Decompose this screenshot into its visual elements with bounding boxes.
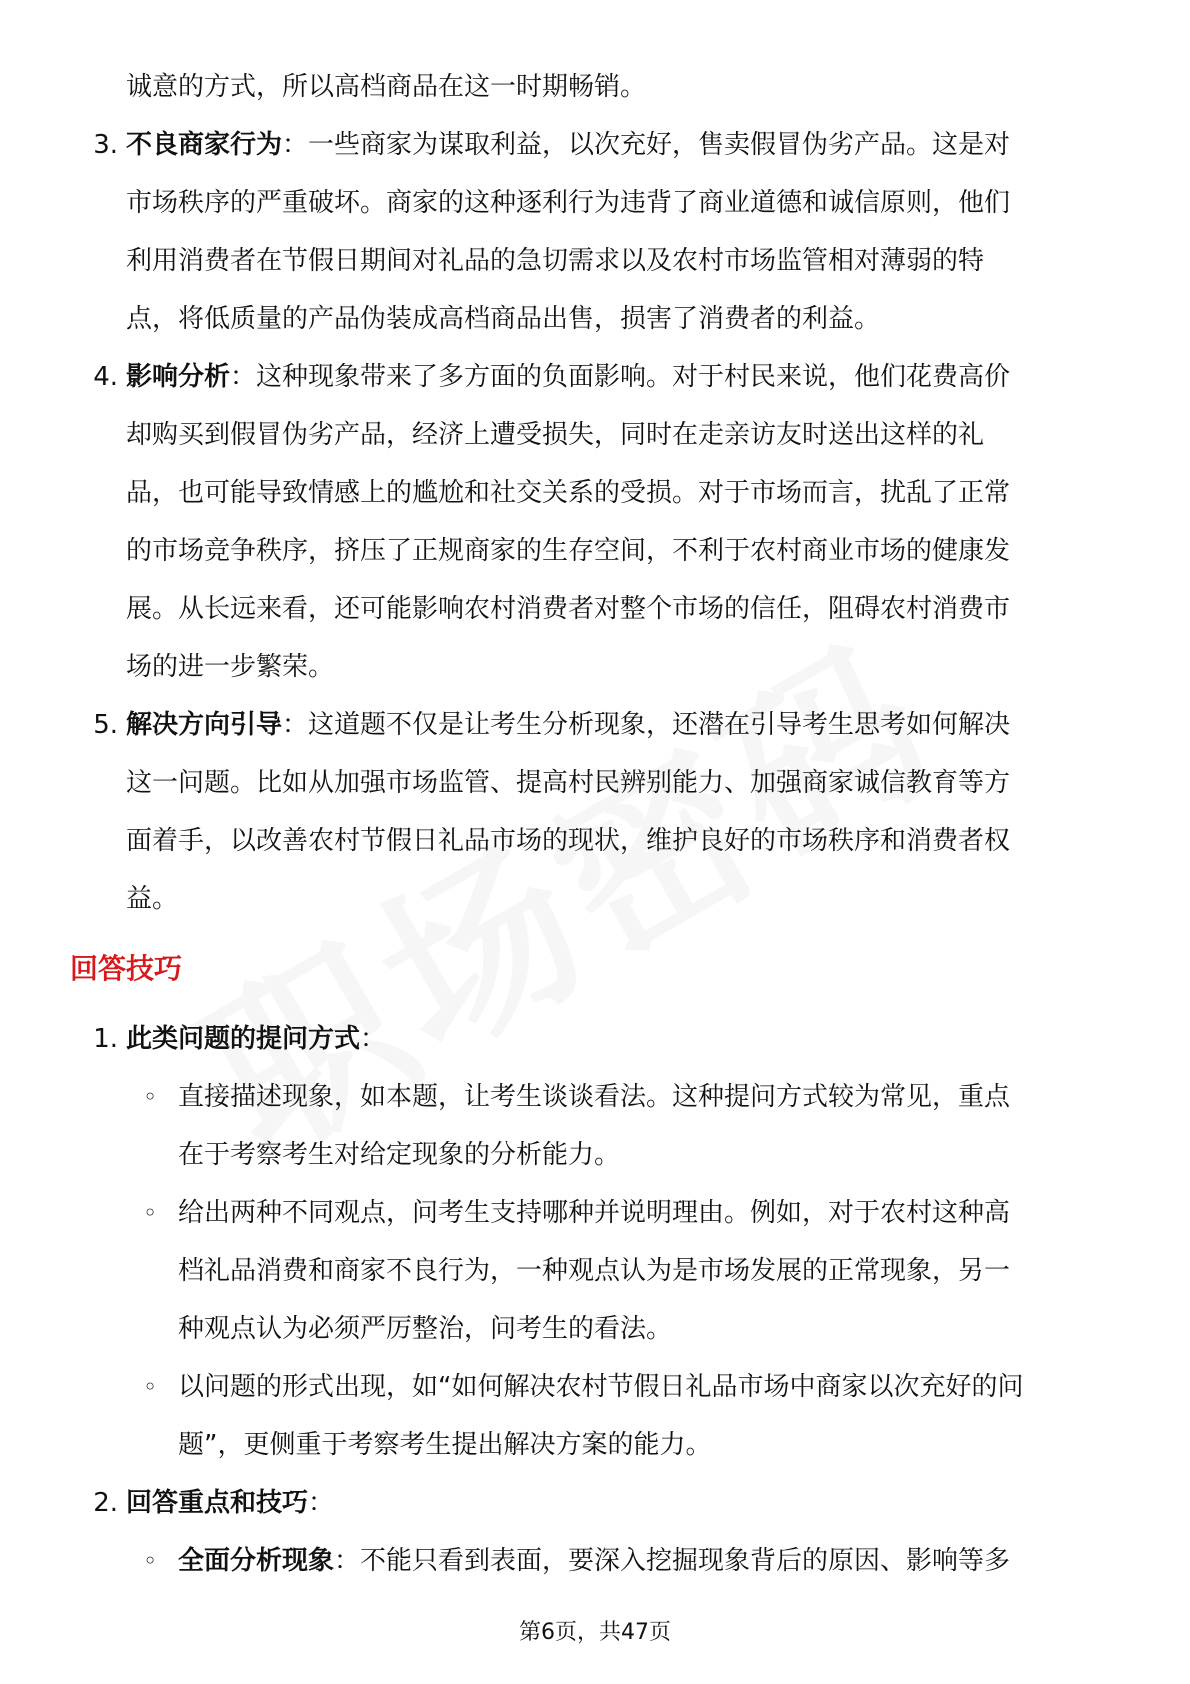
- list-number: 5.: [93, 710, 118, 740]
- paragraph-line: 这一问题。比如从加强市场监管、提高村民辨别能力、加强商家诚信教育等方: [126, 768, 1011, 798]
- section-spacer: [70, 998, 1120, 1010]
- page-content: [70, 58, 1120, 1590]
- skill-title: 回答重点和技巧: [126, 1488, 309, 1518]
- hollow-bullet-icon: ◦: [143, 1083, 158, 1111]
- paragraph-line: 给出两种不同观点，问考生支持哪种并说明理由。例如，对于农村这种高: [178, 1198, 1011, 1228]
- skill-heading: [70, 1010, 1120, 1068]
- page-number-footer: 第6页，共47页: [519, 1620, 671, 1645]
- item-text: ：一些商家为谋取利益，以次充好，售卖假冒伪劣产品。这是对: [282, 130, 1011, 160]
- paragraph-line: 却购买到假冒伪劣产品，经济上遭受损失，同时在走亲访友时送出这样的礼: [126, 420, 985, 450]
- paragraph-line: [70, 696, 1120, 754]
- skill-item-2: [70, 1474, 1120, 1590]
- paragraph-line: 市场秩序的严重破坏。商家的这种逐利行为违背了商业道德和诚信原则，他们: [126, 188, 1011, 218]
- paragraph-line: [70, 348, 1120, 406]
- sub-bullet-item: [70, 1184, 1120, 1358]
- paragraph-line: 以问题的形式出现，如“如何解决农村节假日礼品市场中商家以次充好的问: [178, 1372, 1024, 1402]
- hollow-bullet-icon: ◦: [143, 1547, 158, 1575]
- item-title: 影响分析: [126, 362, 231, 392]
- sub-bullet-item: [70, 1532, 1120, 1590]
- sub-bullet-item: [70, 1358, 1120, 1474]
- item-title: 不良商家行为: [126, 130, 283, 160]
- item-text: ：这道题不仅是让考生分析现象，还潜在引导考生思考如何解决: [282, 710, 1011, 740]
- sub-bullet-text: ：不能只看到表面，要深入挖掘现象背后的原因、影响等多: [334, 1546, 1011, 1576]
- paragraph-line: [70, 116, 1120, 174]
- paragraph-line: 品，也可能导致情感上的尴尬和社交关系的受损。对于市场而言，扰乱了正常: [126, 478, 1011, 508]
- skill-heading: [70, 1474, 1120, 1532]
- list-item-3: [70, 116, 1120, 348]
- paragraph-line: 场的进一步繁荣。: [126, 652, 335, 682]
- section-title: 回答技巧: [70, 952, 183, 985]
- skill-title: 此类问题的提问方式: [126, 1024, 361, 1054]
- paragraph-line: 展。从长远来看，还可能影响农村消费者对整个市场的信任，阻碍农村消费市: [126, 594, 1011, 624]
- list-number: 2.: [93, 1488, 118, 1518]
- list-number: 4.: [93, 362, 118, 392]
- paragraph-line: 面着手，以改善农村节假日礼品市场的现状，维护良好的市场秩序和消费者权: [126, 826, 1011, 856]
- paragraph-line: 直接描述现象，如本题，让考生谈谈看法。这种提问方式较为常见，重点: [178, 1082, 1011, 1112]
- item-title: 解决方向引导: [126, 710, 283, 740]
- paragraph-line: 点，将低质量的产品伪装成高档商品出售，损害了消费者的利益。: [126, 304, 881, 334]
- skill-title-suffix: ：: [360, 1024, 387, 1054]
- hollow-bullet-icon: ◦: [143, 1199, 158, 1227]
- sub-bullet-title: 全面分析现象: [178, 1546, 335, 1576]
- paragraph-line: 题”，更侧重于考察考生提出解决方案的能力。: [178, 1430, 712, 1460]
- paragraph-line: 种观点认为必须严厉整治，问考生的看法。: [178, 1314, 673, 1344]
- paragraph-line: 利用消费者在节假日期间对礼品的急切需求以及农村市场监管相对薄弱的特: [126, 246, 985, 276]
- list-number: 3.: [93, 130, 118, 160]
- paragraph-line: 在于考察考生对给定现象的分析能力。: [178, 1140, 621, 1170]
- skill-item-1: [70, 1010, 1120, 1474]
- paragraph-line: 益。: [126, 884, 179, 914]
- paragraph-line: 的市场竞争秩序，挤压了正规商家的生存空间，不利于农村商业市场的健康发: [126, 536, 1011, 566]
- sub-bullet-item: [70, 1068, 1120, 1184]
- list-item-4: [70, 348, 1120, 696]
- continuation-line: 诚意的方式，所以高档商品在这一时期畅销。: [126, 72, 647, 102]
- skill-title-suffix: ：: [308, 1488, 335, 1518]
- item-text: ：这种现象带来了多方面的负面影响。对于村民来说，他们花费高价: [230, 362, 1011, 392]
- list-item-5: [70, 696, 1120, 928]
- paragraph-line: 档礼品消费和商家不良行为，一种观点认为是市场发展的正常现象，另一: [178, 1256, 1011, 1286]
- hollow-bullet-icon: ◦: [143, 1373, 158, 1401]
- paragraph-line: [178, 1532, 1120, 1590]
- list-number: 1.: [93, 1024, 118, 1054]
